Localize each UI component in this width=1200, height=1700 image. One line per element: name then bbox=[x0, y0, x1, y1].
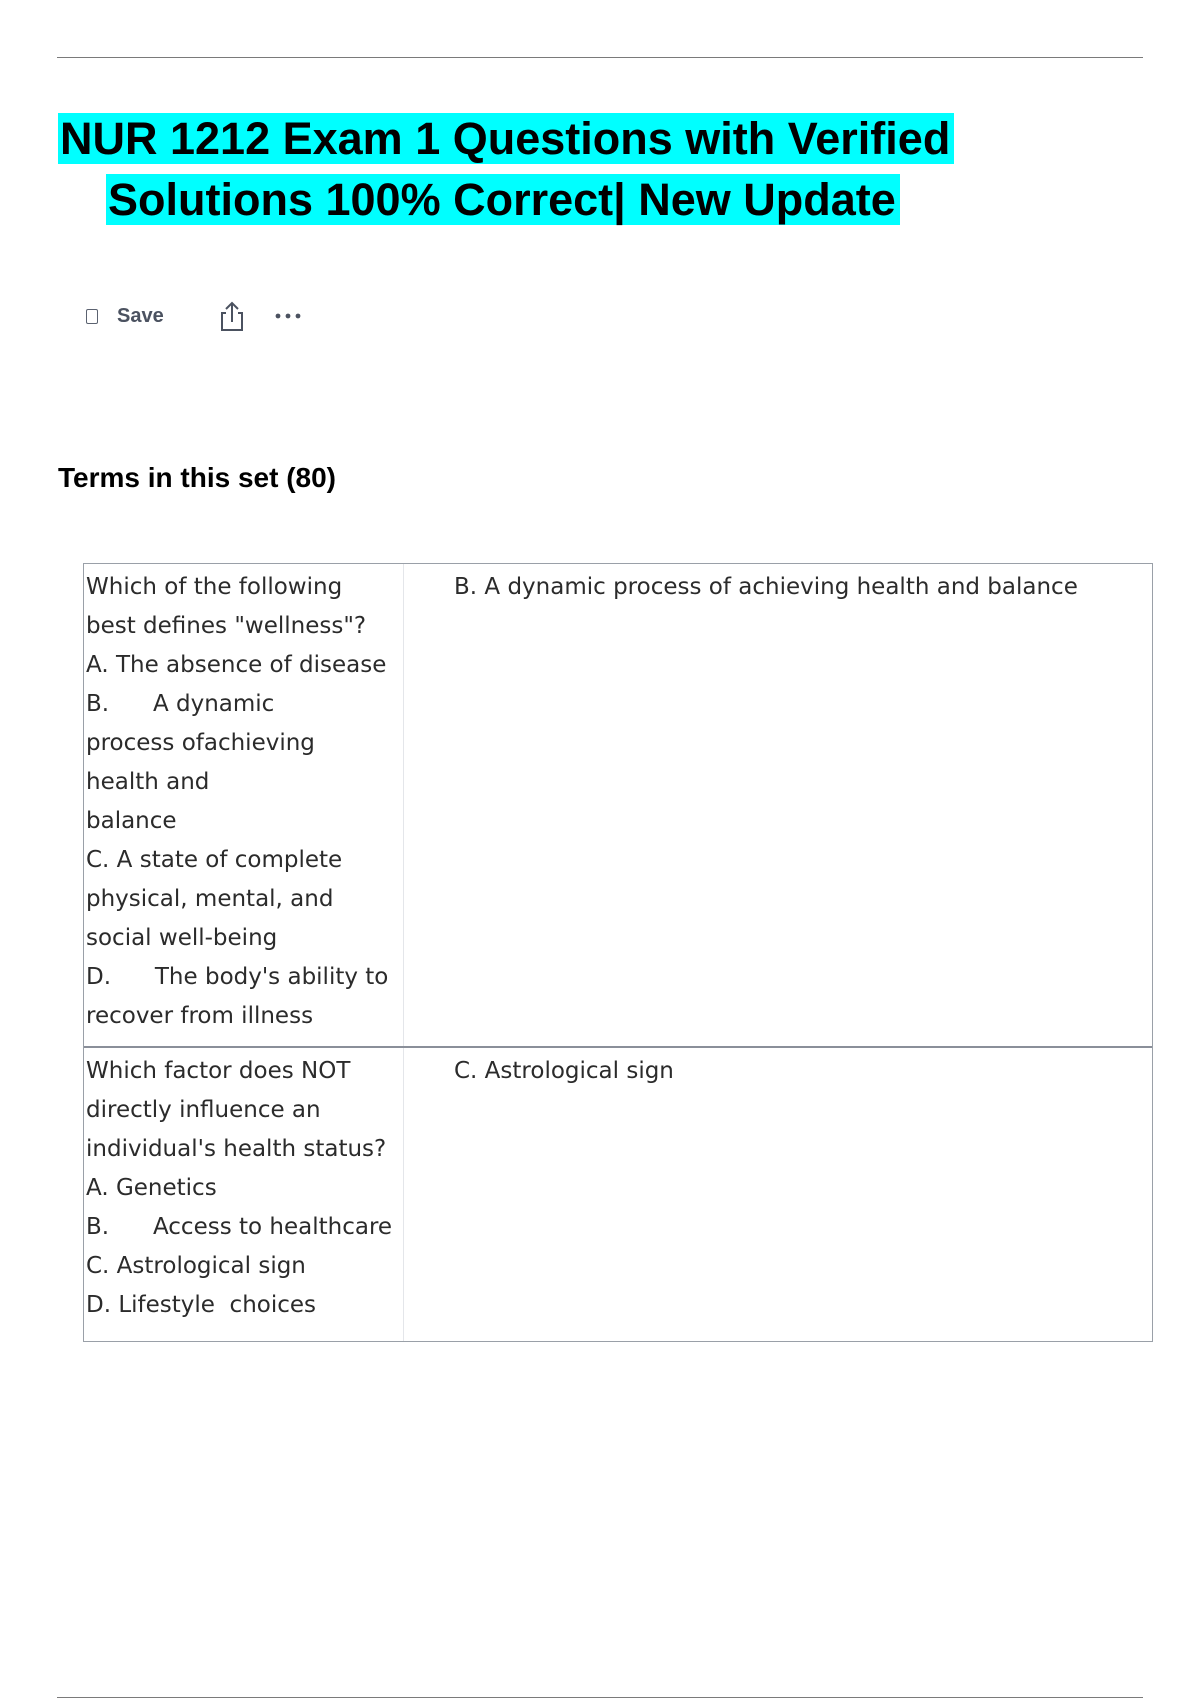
term-line: recover from illness bbox=[86, 1003, 314, 1029]
share-button[interactable] bbox=[218, 300, 246, 332]
term-line: balance bbox=[86, 808, 177, 834]
term-line: C. Astrological sign bbox=[86, 1253, 306, 1279]
term-line: best defines "wellness"? bbox=[86, 613, 367, 639]
term-line: D. Lifestyle choices bbox=[86, 1292, 317, 1318]
term-line: B. Access to healthcare bbox=[86, 1214, 393, 1240]
more-options-button[interactable] bbox=[274, 311, 304, 321]
terms-list bbox=[83, 563, 1153, 1342]
term-line: directly influence an bbox=[86, 1097, 321, 1123]
term-text bbox=[84, 1048, 404, 1341]
bookmark-icon bbox=[86, 309, 98, 324]
set-toolbar bbox=[86, 298, 304, 334]
share-icon bbox=[218, 300, 246, 332]
term-line: process ofachieving bbox=[86, 730, 315, 756]
terms-heading: Terms in this set (80) bbox=[58, 462, 337, 493]
term-line: Which of the following bbox=[86, 574, 343, 600]
term-card bbox=[84, 1046, 1152, 1341]
title-line-2: Solutions 100% Correct| New Update bbox=[106, 174, 900, 225]
definition-text: B. A dynamic process of achieving health and balance bbox=[454, 574, 1078, 600]
term-line: physical, mental, and bbox=[86, 886, 334, 912]
bottom-divider bbox=[57, 1697, 1143, 1698]
title-line-1: NUR 1212 Exam 1 Questions with Verified bbox=[58, 113, 954, 164]
term-line: health and bbox=[86, 769, 210, 795]
term-line: individual's health status? bbox=[86, 1136, 387, 1162]
term-line: B. A dynamic bbox=[86, 691, 275, 717]
more-horizontal-icon bbox=[274, 311, 304, 321]
term-line: A. The absence of disease bbox=[86, 652, 387, 678]
term-line: D. The body's ability to bbox=[86, 964, 389, 990]
document-title bbox=[58, 108, 954, 230]
term-line: A. Genetics bbox=[86, 1175, 217, 1201]
term-text bbox=[84, 564, 404, 1046]
save-button[interactable] bbox=[86, 305, 164, 328]
term-line: C. A state of complete bbox=[86, 847, 343, 873]
term-line: social well-being bbox=[86, 925, 278, 951]
term-line: Which factor does NOT bbox=[86, 1058, 351, 1084]
save-label: Save bbox=[117, 304, 164, 327]
top-divider bbox=[57, 57, 1143, 58]
definition-text: C. Astrological sign bbox=[454, 1058, 674, 1084]
term-card bbox=[84, 564, 1152, 1046]
